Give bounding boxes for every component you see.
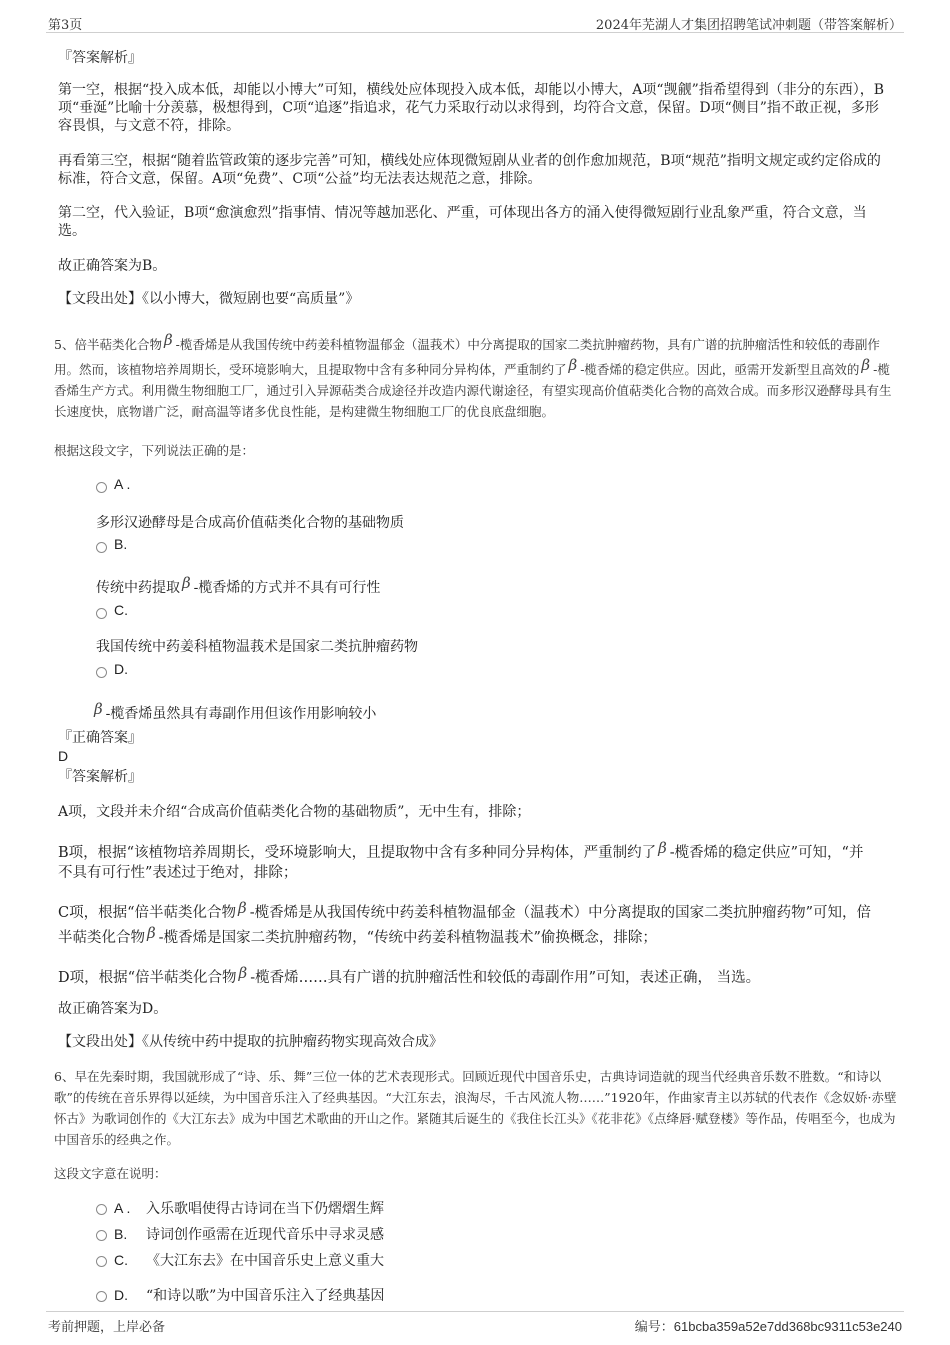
beta-symbol: β xyxy=(568,356,578,374)
analysis-text-part: D项，根据“倍半萜类化合物 xyxy=(58,970,237,986)
radio-button[interactable] xyxy=(96,1256,107,1267)
option-key: C. xyxy=(114,1252,128,1268)
footer-slogan: 考前押题，上岸必备 xyxy=(48,1320,166,1335)
q5-option-a-text: 多形汉逊酵母是合成高价值萜类化合物的基础物质 xyxy=(96,515,404,531)
q6-question: 这段文字意在说明： xyxy=(54,1166,167,1181)
radio-button[interactable] xyxy=(96,667,107,678)
q4-source-text: 《以小博大，微短剧也要“高质量”》 xyxy=(142,291,360,307)
q5-stem-part-d: -榄香烯生产方式。利用微生物细胞工厂，通过引入异源萜类合成途径并改造内源代谢途径，有望实现高价值萜类化合物的高效合成。而多形汉逊酵母具有生长速度快，底物谱广泛，耐高温等诸多优良性能，是构建微生物细胞工厂的优良底盘细胞。 xyxy=(54,362,892,419)
q5-stem-part-c: -榄香烯的稳定供应。因此，亟需开发新型且高效的 xyxy=(580,362,860,377)
option-text: “和诗以歌”为中国音乐注入了经典基因 xyxy=(146,1288,385,1304)
q4-analysis-label: 『答案解析』 xyxy=(58,50,142,66)
analysis-text-part: -榄香烯是国家二类抗肿瘤药物，“传统中药姜科植物温莪术”偷换概念，排除； xyxy=(158,930,657,946)
q5-conclusion: 故正确答案为D。 xyxy=(58,1001,168,1017)
q5-source-text: 《从传统中药中提取的抗肿瘤药物实现高效合成》 xyxy=(142,1034,443,1050)
q4-source xyxy=(58,290,359,308)
beta-symbol: β xyxy=(658,839,667,857)
option-key: D. xyxy=(114,1287,128,1303)
q5-source xyxy=(58,1033,443,1051)
beta-symbol: β xyxy=(238,964,248,982)
radio-button[interactable] xyxy=(96,608,107,619)
option-text: 《大江东去》在中国音乐史上意义重大 xyxy=(146,1253,384,1269)
q6-stem: 6、早在先秦时期，我国就形成了“诗、乐、舞”三位一体的艺术表现形式。回顾近现代中国音乐史，古典诗词造就的现当代经典音乐数不胜数。“和诗以歌”的传统在音乐界得以延续，为中国音乐注入了经典基因。“大江东去，浪淘尽，千古风流人物……”1920年，作曲家青主以苏轼的代表作《念奴娇·赤壁怀古》为歌词创作的《大江东去》成为中国艺术歌曲的开山之作。紧随其后诞生的《我住长江头》《花非花》《点绛唇·赋登楼》等作品，传唱至今，也成为中国音乐的经典之作。 xyxy=(54,1069,897,1147)
option-key: B. xyxy=(114,536,128,552)
q5-stem-part-a: 5、倍半萜类化合物 xyxy=(54,337,162,352)
code-label: 编号： xyxy=(634,1320,674,1335)
q5-analysis-label: 『答案解析』 xyxy=(58,769,142,785)
option-text: 诗词创作亟需在近现代音乐中寻求灵感 xyxy=(146,1227,384,1243)
q4-source-label: 【文段出处】 xyxy=(58,291,142,307)
analysis-text-part: -榄香烯的稳定供应”可知，“并不具有可行性”表述过于绝对，排除； xyxy=(58,845,864,881)
radio-button[interactable] xyxy=(96,1291,107,1302)
q5-stem-part-b: -榄香烯是从我国传统中药姜科植物温郁金（温莪术）中分离提取的国家二类抗肿瘤药物，具有广谱的抗肿瘤活性和较低的毒副作用。然而，该植物培养周期长，受环境影响大，且提取物中含有多种同分异构体，严重制约了 xyxy=(54,337,880,377)
beta-symbol: β xyxy=(182,574,191,592)
code-value: 61bcba359a52e7dd368bc9311c53e240 xyxy=(673,1319,902,1334)
beta-symbol: β xyxy=(147,924,156,942)
option-key: D. xyxy=(114,661,128,677)
q4-analysis-p2: 再看第三空，根据“随着监管政策的逐步完善”可知，横线处应体现微短剧从业者的创作愈加规范，B项“规范”指明文规定或约定俗成的标准，符合文意，保留。A项“免费”、C项“公益”均无法表达规范之意，排除。 xyxy=(58,153,881,187)
option-key: A . xyxy=(114,476,131,492)
analysis-text-part: -榄香烯是从我国传统中药姜科植物温郁金（温莪术）中分离提取的国家二类抗肿瘤药物”可知，倍半萜类化合物 xyxy=(58,905,871,946)
analysis-text-part: -榄香烯……具有广谱的抗肿瘤活性和较低的毒副作用”可知，表述正确， 当选。 xyxy=(250,970,761,986)
radio-button[interactable] xyxy=(96,1230,107,1241)
q5-analysis-c xyxy=(58,898,883,948)
radio-button[interactable] xyxy=(96,1204,107,1215)
document-code xyxy=(635,1316,902,1335)
q5-option-c-text: 我国传统中药姜科植物温莪术是国家二类抗肿瘤药物 xyxy=(96,639,418,655)
option-text: 入乐歌唱使得古诗词在当下仍熠熠生辉 xyxy=(146,1201,384,1217)
q5-question: 根据这段文字，下列说法正确的是： xyxy=(54,443,255,458)
q5-option-d-text xyxy=(92,700,376,723)
option-text-part: -榄香烯虽然具有毒副作用但该作用影响较小 xyxy=(105,706,377,722)
option-key: A . xyxy=(114,1200,131,1216)
q5-analysis-b xyxy=(58,838,868,883)
q5-option-b-text xyxy=(96,574,380,597)
q5-answer: D xyxy=(58,748,69,764)
page-header xyxy=(46,12,904,33)
beta-symbol: β xyxy=(94,700,103,718)
q4-analysis-p1: 第一空，根据“投入成本低，却能以小博大”可知，横线处应体现投入成本低，却能以小博大，A项“觊觎”指希望得到（非分的东西），B项“垂涎”比喻十分羡慕，极想得到，C项“追逐”指追求，花气力采取行动以求得到，均符合文意，保留。D项“侧目”指不敢正视，多形容畏惧，与文意不符，排除。 xyxy=(58,82,885,134)
page-footer xyxy=(46,1311,904,1334)
q5-analysis-d xyxy=(58,963,888,988)
q5-source-label: 【文段出处】 xyxy=(58,1034,142,1050)
document-title: 2024年芜湖人才集团招聘笔试冲刺题（带答案解析） xyxy=(595,18,902,33)
q5-answer-label: 『正确答案』 xyxy=(58,730,142,746)
page-number: 第3页 xyxy=(48,18,83,33)
q4-analysis-p3: 第二空，代入验证，B项“愈演愈烈”指事情、情况等越加恶化、严重，可体现出各方的涌入使得微短剧行业乱象严重，符合文意，当选。 xyxy=(58,205,867,239)
option-text-part: 传统中药提取 xyxy=(96,580,180,596)
option-text-part: -榄香烯的方式并不具有可行性 xyxy=(193,580,381,596)
q5-stem xyxy=(54,330,899,422)
analysis-text-part: B项，根据“该植物培养周期长，受环境影响大，且提取物中含有多种同分异构体，严重制约了 xyxy=(58,845,657,861)
radio-button[interactable] xyxy=(96,482,107,493)
beta-symbol: β xyxy=(163,331,173,349)
option-key: B. xyxy=(114,1226,128,1242)
analysis-text-part: C项，根据“倍半萜类化合物 xyxy=(58,905,237,921)
q5-analysis-a: A项，文段并未介绍“合成高价值萜类化合物的基础物质”，无中生有，排除； xyxy=(58,804,531,820)
radio-button[interactable] xyxy=(96,542,107,553)
option-key: C. xyxy=(114,602,128,618)
beta-symbol: β xyxy=(238,899,247,917)
beta-symbol: β xyxy=(861,356,871,374)
q4-conclusion: 故正确答案为B。 xyxy=(58,258,167,274)
